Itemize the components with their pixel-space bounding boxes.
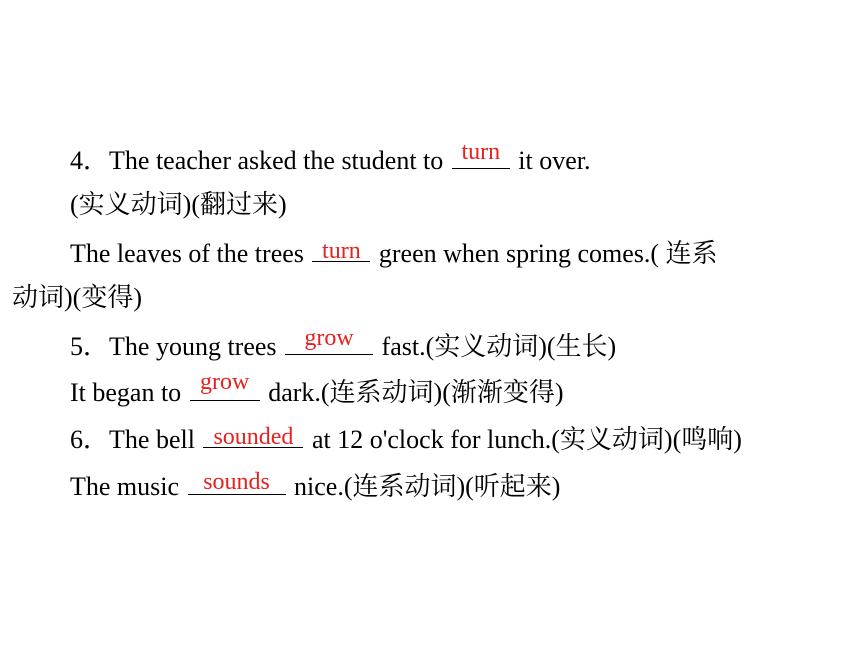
note-4a	[70, 190, 287, 220]
item-number: 5	[70, 332, 83, 361]
sentence-6b	[70, 470, 560, 502]
sentence-4a	[70, 139, 591, 176]
answer-text: sounds	[203, 469, 270, 495]
item-separator: ．	[83, 332, 110, 361]
answer-blank	[203, 423, 303, 448]
answer-blank	[190, 369, 260, 401]
sentence-4b-cont	[12, 283, 142, 313]
sentence-text: it over.	[518, 146, 591, 175]
sentence-6a	[70, 423, 742, 455]
answer-text: grow	[200, 369, 250, 395]
answer-text: turn	[461, 139, 501, 165]
answer-text: turn	[322, 238, 361, 264]
item-number: 4	[70, 146, 83, 175]
sentence-text: dark.(连系动词)(渐渐变得)	[268, 378, 564, 407]
sentence-text: The teacher asked the student to	[109, 146, 444, 175]
answer-text: grow	[304, 325, 354, 351]
answer-blank	[285, 325, 373, 355]
sentence-4b	[70, 237, 718, 269]
answer-blank	[188, 470, 286, 495]
item-separator: ．	[83, 146, 110, 175]
answer-blank	[452, 139, 510, 169]
note-text: 动词)(变得)	[12, 283, 142, 312]
sentence-text: green when spring comes.( 连系	[378, 239, 718, 268]
sentence-5b	[70, 369, 564, 408]
sentence-text: It began to	[70, 378, 182, 407]
sentence-text: at 12 o'clock for lunch.(实义动词)(鸣响)	[311, 425, 742, 454]
item-separator: ．	[83, 425, 110, 454]
sentence-text: The music	[70, 472, 180, 501]
sentence-text: The young trees	[109, 332, 277, 361]
answer-text: sounded	[213, 424, 294, 450]
answer-blank	[312, 237, 370, 262]
sentence-text: fast.(实义动词)(生长)	[381, 332, 617, 361]
sentence-5a	[70, 325, 617, 362]
sentence-text: nice.(连系动词)(听起来)	[294, 472, 561, 501]
sentence-text: The leaves of the trees	[70, 239, 304, 268]
item-number: 6	[70, 425, 83, 454]
sentence-text: The bell	[109, 425, 195, 454]
note-text: (实义动词)(翻过来)	[70, 190, 287, 219]
